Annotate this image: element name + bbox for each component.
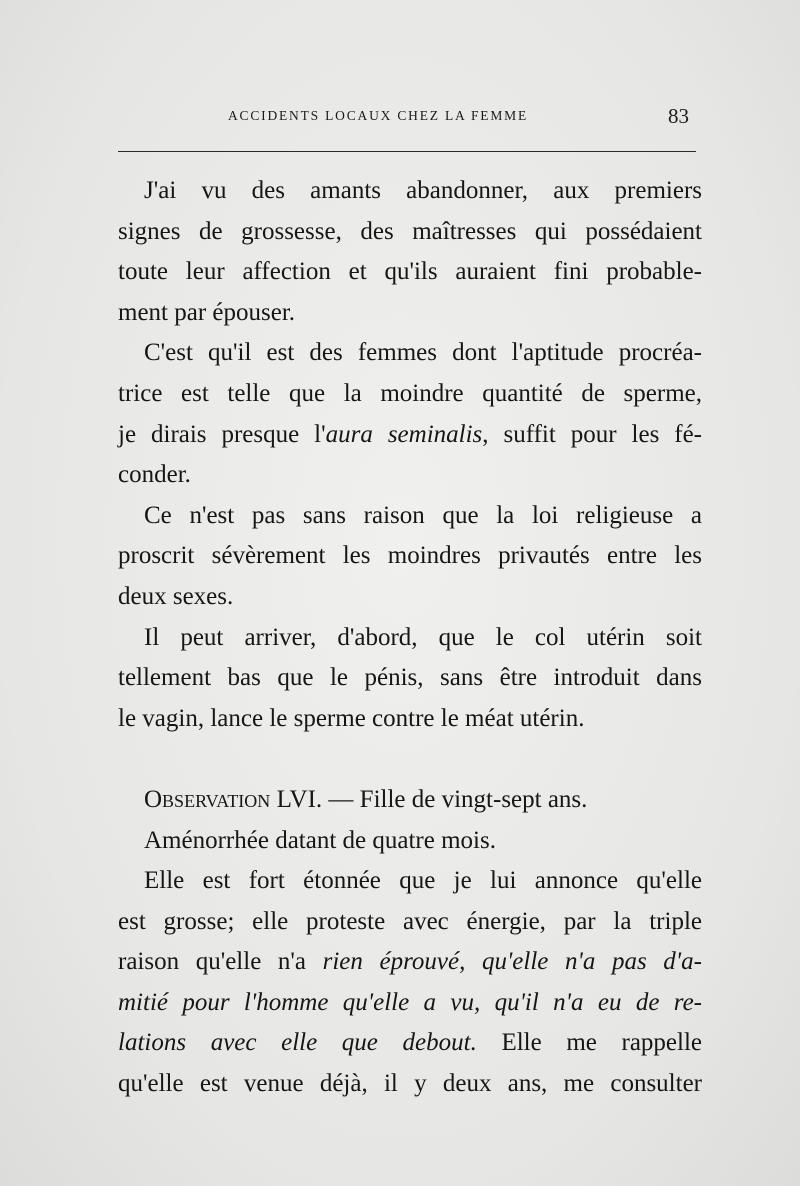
header-rule bbox=[118, 151, 696, 152]
text-run: Elle me rappelle bbox=[476, 1029, 703, 1057]
observation-title: LVI. — Fille de vingt-sept ans. bbox=[270, 785, 588, 813]
italic-run: aura seminalis bbox=[325, 420, 483, 448]
text-run: je dirais presque l' bbox=[118, 420, 326, 448]
page-number: 83 bbox=[668, 104, 689, 128]
text-line: tellement bas que le pénis, sans être introduit dans bbox=[118, 664, 702, 692]
observation-label: Observation bbox=[144, 785, 271, 813]
text-line-mixed bbox=[118, 415, 702, 456]
running-head-title: ACCIDENTS LOCAUX CHEZ LA FEMME bbox=[228, 108, 529, 123]
text-line: Aménorrhée datant de quatre mois. bbox=[144, 826, 496, 854]
paragraph-gap bbox=[118, 739, 702, 780]
text-line: le vagin, lance le sperme contre le méat utérin. bbox=[118, 704, 585, 732]
text-line: trice est telle que la moindre quantité de sperme, bbox=[118, 379, 702, 407]
text-line: J'ai vu des amants abandonner, aux premiers bbox=[144, 177, 702, 204]
text-line: conder. bbox=[118, 461, 191, 489]
text-line: C'est qu'il est des femmes dont l'aptitude procréa- bbox=[144, 339, 702, 367]
text-line: est grosse; elle proteste avec énergie, par la triple bbox=[118, 907, 702, 935]
running-head bbox=[0, 104, 800, 134]
observation-heading bbox=[118, 780, 702, 821]
text-line: Il peut arriver, d'abord, que le col utérin soit bbox=[144, 623, 702, 651]
italic-run: mitié pour l'homme qu'elle a vu, qu'il n'a eu de re- bbox=[118, 988, 702, 1016]
text-line: qu'elle est venue déjà, il y deux ans, me consulter bbox=[118, 1070, 702, 1098]
text-line: signes de grossesse, des maîtresses qui possédaient bbox=[118, 217, 702, 245]
italic-run: rien éprouvé, qu'elle n'a pas d'a- bbox=[322, 948, 702, 976]
text-line: Elle est fort étonnée que je lui annonce qu'elle bbox=[144, 867, 702, 895]
body-text bbox=[118, 171, 702, 1105]
text-line-mixed bbox=[118, 942, 702, 983]
text-line: deux sexes. bbox=[118, 582, 234, 610]
text-run: raison qu'elle n'a bbox=[118, 948, 323, 976]
italic-run: lations avec elle que debout. bbox=[118, 1029, 477, 1057]
text-line: ment par épouser. bbox=[118, 298, 296, 326]
text-line bbox=[118, 983, 702, 1024]
text-line: proscrit sévèrement les moindres privautés entre les bbox=[118, 542, 702, 570]
text-line: toute leur affection et qu'ils auraient fini probable- bbox=[118, 258, 702, 286]
text-line-mixed bbox=[118, 1023, 702, 1064]
text-line: Ce n'est pas sans raison que la loi religieuse a bbox=[144, 501, 702, 529]
text-run: , suffit pour les fé- bbox=[482, 420, 702, 448]
